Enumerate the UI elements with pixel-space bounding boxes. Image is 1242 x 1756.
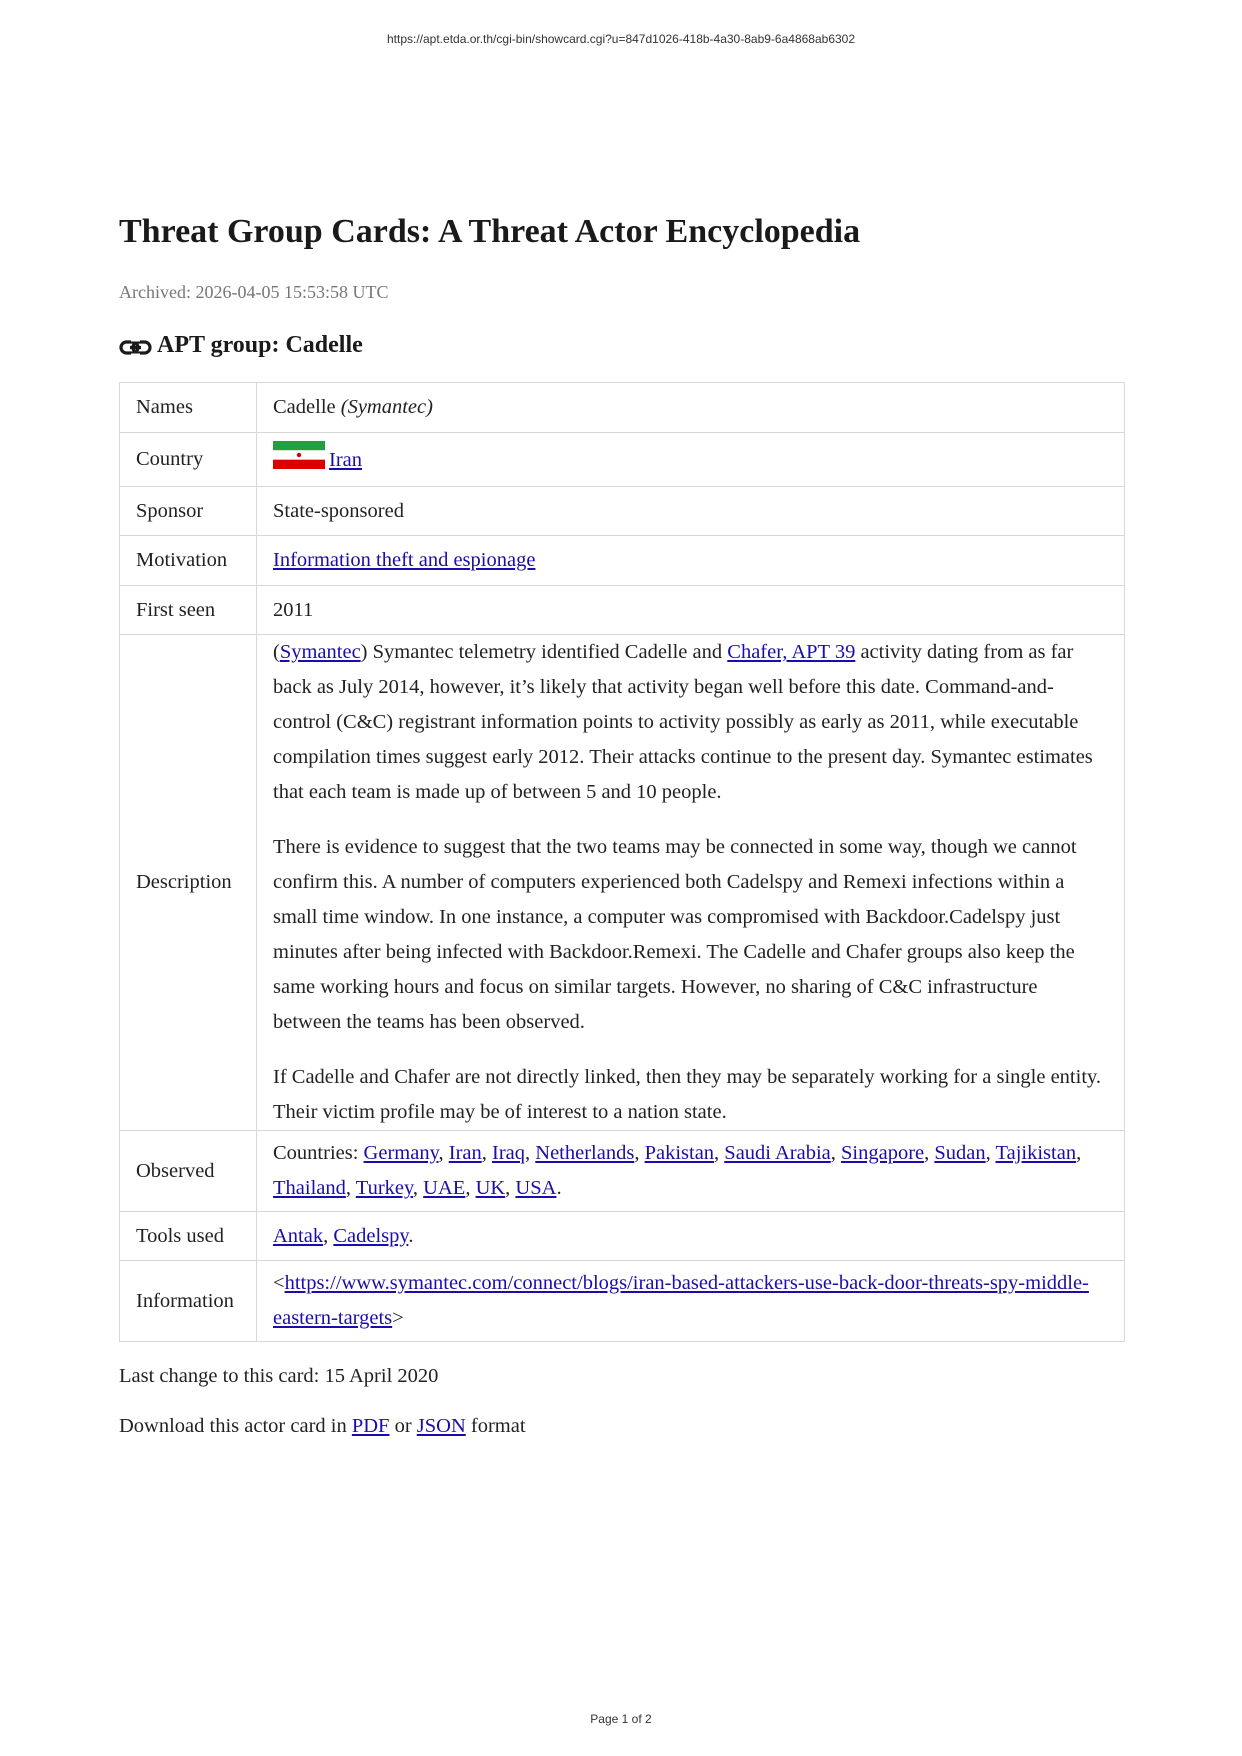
observed-end: .	[556, 1177, 562, 1199]
list-separator: ,	[924, 1142, 935, 1164]
download-line	[119, 1412, 1125, 1440]
label-names: Names	[120, 383, 257, 433]
group-heading	[119, 330, 1125, 360]
label-country: Country	[120, 433, 257, 487]
list-separator: ,	[345, 1177, 356, 1199]
countries-list	[273, 1142, 1081, 1199]
list-separator: ,	[985, 1142, 996, 1164]
list-separator: ,	[465, 1177, 476, 1199]
label-description: Description	[120, 635, 257, 1131]
observed-country-link[interactable]: Iran	[448, 1142, 482, 1164]
row-names	[120, 383, 1125, 433]
value-information	[257, 1261, 1125, 1342]
archived-timestamp: Archived: 2026-04-05 15:53:58 UTC	[119, 282, 389, 302]
value-observed	[257, 1131, 1125, 1212]
list-separator: ,	[1076, 1142, 1082, 1164]
json-link[interactable]: JSON	[416, 1415, 466, 1437]
observed-country-link[interactable]: Iraq	[492, 1142, 526, 1164]
list-separator: ,	[412, 1177, 424, 1199]
observed-country-link[interactable]: UAE	[423, 1177, 466, 1199]
download-suffix: format	[465, 1415, 526, 1437]
row-sponsor	[120, 487, 1125, 536]
list-separator: ,	[525, 1142, 536, 1164]
observed-prefix: Countries:	[273, 1142, 364, 1164]
label-first-seen: First seen	[120, 586, 257, 635]
page-number: Page 1 of 2	[590, 1712, 652, 1726]
value-country	[257, 433, 1125, 487]
download-prefix: Download this actor card in	[119, 1415, 352, 1437]
row-motivation	[120, 536, 1125, 586]
country-link[interactable]	[273, 449, 362, 471]
description-text-1: ) Symantec telemetry identified Cadelle and	[360, 641, 728, 663]
link-icon[interactable]	[119, 338, 153, 360]
row-country	[120, 433, 1125, 487]
value-description	[257, 635, 1125, 1131]
list-separator: ,	[714, 1142, 725, 1164]
row-information	[120, 1261, 1125, 1342]
download-or: or	[389, 1415, 417, 1437]
row-observed	[120, 1131, 1125, 1212]
observed-country-link[interactable]: Tajikistan	[995, 1142, 1077, 1164]
observed-country-link[interactable]: Sudan	[934, 1142, 986, 1164]
actor-name: Cadelle	[273, 396, 336, 418]
iran-flag-icon	[273, 441, 325, 469]
list-separator: ,	[505, 1177, 516, 1199]
tools-end: .	[408, 1224, 414, 1247]
value-sponsor: State-sponsored	[257, 487, 1125, 536]
value-names	[257, 383, 1125, 433]
motivation-link[interactable]: Information theft and espionage	[273, 549, 536, 571]
label-tools: Tools used	[120, 1212, 257, 1261]
list-separator: ,	[481, 1142, 493, 1164]
observed-country-link[interactable]: Pakistan	[644, 1142, 715, 1164]
description-paragraph-3: If Cadelle and Chafer are not directly linked, then they may be separately working for a single entity. Their victim profile may be of interest to a nation state.	[273, 1066, 1102, 1123]
row-description	[120, 635, 1125, 1131]
list-separator: ,	[438, 1142, 449, 1164]
country-name: Iran	[329, 449, 363, 471]
pdf-link[interactable]: PDF	[351, 1415, 390, 1437]
actor-card-table	[119, 382, 1125, 1342]
info-close: >	[392, 1307, 404, 1329]
page-url: https://apt.etda.or.th/cgi-bin/showcard.cgi?u=847d1026-418b-4a30-8ab9-6a4868ab6302	[386, 32, 856, 46]
list-separator: ,	[323, 1224, 334, 1247]
label-motivation: Motivation	[120, 536, 257, 586]
observed-country-link[interactable]: Saudi Arabia	[724, 1142, 831, 1164]
label-information: Information	[120, 1261, 257, 1342]
label-observed: Observed	[120, 1131, 257, 1212]
observed-country-link[interactable]: UK	[475, 1177, 506, 1199]
description-paragraph-2: There is evidence to suggest that the two teams may be connected in some way, though we cannot confirm this. A number of computers experienced both Cadelspy and Remexi infections within a small time window. In one instance, a computer was compromised with Backdoor.Cadelspy just minutes after being infected with Backdoor.Remexi. The Cadelle and Chafer groups also keep the same working hours and focus on similar targets. However, no sharing of C&C infrastructure between the teams has been observed.	[273, 836, 1077, 1033]
paren-open: (	[273, 641, 280, 663]
observed-country-link[interactable]: Netherlands	[535, 1142, 635, 1164]
list-separator: ,	[634, 1142, 645, 1164]
value-motivation	[257, 536, 1125, 586]
label-sponsor: Sponsor	[120, 487, 257, 536]
row-tools	[120, 1212, 1125, 1261]
observed-country-link[interactable]: Singapore	[841, 1142, 925, 1164]
name-source: (Symantec)	[340, 396, 433, 418]
info-open: <	[273, 1272, 285, 1294]
symantec-link[interactable]: Symantec	[279, 641, 361, 663]
tools-list	[273, 1225, 408, 1247]
description-text-2: activity dating from as far back as July 2014, however, it’s likely that activity began well before this date. Command-and-control (C&C) registrant information points to activity possibly as early as 2011, while executable compilation times suggest early 2012. Their attacks continue to the present day. Symantec estimates that each team is made up of between 5 and 10 people.	[273, 641, 1093, 803]
group-title: APT group: Cadelle	[157, 332, 363, 358]
chafer-link[interactable]: Chafer, APT 39	[727, 641, 856, 663]
page-title: Threat Group Cards: A Threat Actor Encyclopedia	[119, 213, 861, 250]
description-paragraph-1	[273, 635, 1108, 810]
list-separator: ,	[830, 1142, 842, 1164]
row-first-seen	[120, 586, 1125, 635]
observed-country-link[interactable]: Germany	[363, 1142, 439, 1164]
last-change: Last change to this card: 15 April 2020	[119, 1365, 439, 1387]
observed-country-link[interactable]: USA	[515, 1177, 557, 1199]
value-first-seen: 2011	[257, 586, 1125, 635]
information-link[interactable]: https://www.symantec.com/connect/blogs/iran-based-attackers-use-back-door-threats-spy-middle-eastern-targets	[273, 1272, 1089, 1329]
observed-country-link[interactable]: Thailand	[273, 1177, 346, 1199]
card-content	[119, 210, 1125, 1440]
tool-link[interactable]: Cadelspy	[333, 1224, 409, 1247]
tool-link[interactable]: Antak	[273, 1224, 324, 1247]
observed-country-link[interactable]: Turkey	[355, 1177, 413, 1199]
value-tools	[257, 1212, 1125, 1261]
